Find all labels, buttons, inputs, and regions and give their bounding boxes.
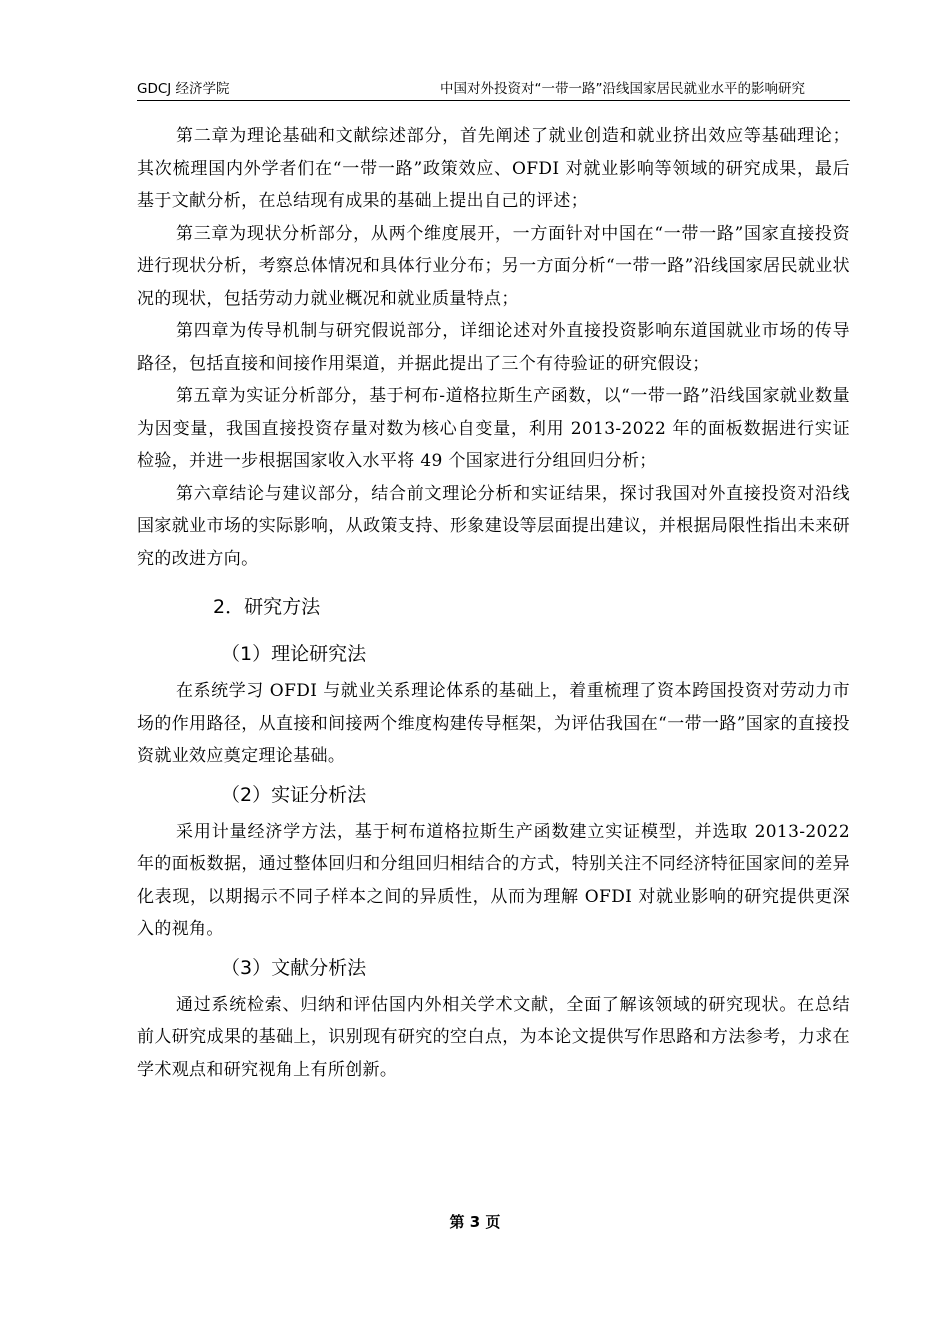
method-text-empirical: 采用计量经济学方法，基于柯布道格拉斯生产函数建立实证模型，并选取 2013-2022 年的面板数据，通过整体回归和分组回归相结合的方式，特别关注不同经济特征国家间的差异化表现，以期揭示不同子样本之间的异质性，从而为理解 OFDI 对就业影响的研究提供更深入的视角。: [137, 821, 850, 939]
chapter-2-paragraph: 第二章为理论基础和文献综述部分，首先阐述了就业创造和就业挤出效应等基础理论；其次梳理国内外学者们在“一带一路”政策效应、OFDI 对就业影响等领域的研究成果，最后基于文献分析，在总结现有成果的基础上提出自己的评述；: [137, 126, 850, 211]
chapter-5-paragraph: 第五章为实证分析部分，基于柯布-道格拉斯生产函数，以“一带一路”沿线国家就业数量为因变量，我国直接投资存量对数为核心自变量，利用 2013-2022 年的面板数据进行实证检验，并进一步根据国家收入水平将 49 个国家进行分组回归分析；: [137, 386, 850, 471]
method-text-literature: 通过系统检索、归纳和评估国内外相关学术文献，全面了解该领域的研究现状。在总结前人研究成果的基础上，识别现有研究的空白点，为本论文提供写作思路和方法参考，力求在学术观点和研究视角上有所创新。: [137, 994, 850, 1080]
chapter-6-paragraph: 第六章结论与建议部分，结合前文理论分析和实证结果，探讨我国对外直接投资对沿线国家就业市场的实际影响，从政策支持、形象建设等层面提出建议，并根据局限性指出未来研究的改进方向。: [137, 483, 850, 569]
method-heading-literature: （3）文献分析法: [221, 956, 367, 979]
section-heading-research-methods: 2．研究方法: [213, 596, 321, 618]
method-heading-empirical: （2）实证分析法: [221, 783, 367, 806]
chapter-3-paragraph: 第三章为现状分析部分，从两个维度展开，一方面针对中国在“一带一路”国家直接投资进行现状分析，考察总体情况和具体行业分布；另一方面分析“一带一路”沿线国家居民就业状况的现状，包括劳动力就业概况和就业质量特点；: [137, 223, 850, 309]
method-text-theory: 在系统学习 OFDI 与就业关系理论体系的基础上，着重梳理了资本跨国投资对劳动力市场的作用路径，从直接和间接两个维度构建传导框架，为评估我国在“一带一路”国家的直接投资就业效应奠定理论基础。: [137, 681, 850, 766]
header-school: GDCJ 经济学院: [137, 81, 230, 97]
page-body: [137, 120, 850, 1086]
method-heading-theory: （1）理论研究法: [221, 643, 367, 665]
page-number: 第 3 页: [449, 1213, 501, 1231]
page-header: [137, 78, 850, 101]
header-thesis-title: 中国对外投资对“一带一路”沿线国家居民就业水平的影响研究: [440, 81, 805, 97]
chapter-4-paragraph: 第四章为传导机制与研究假说部分，详细论述对外直接投资影响东道国就业市场的传导路径，包括直接和间接作用渠道，并据此提出了三个有待验证的研究假设；: [137, 321, 850, 374]
